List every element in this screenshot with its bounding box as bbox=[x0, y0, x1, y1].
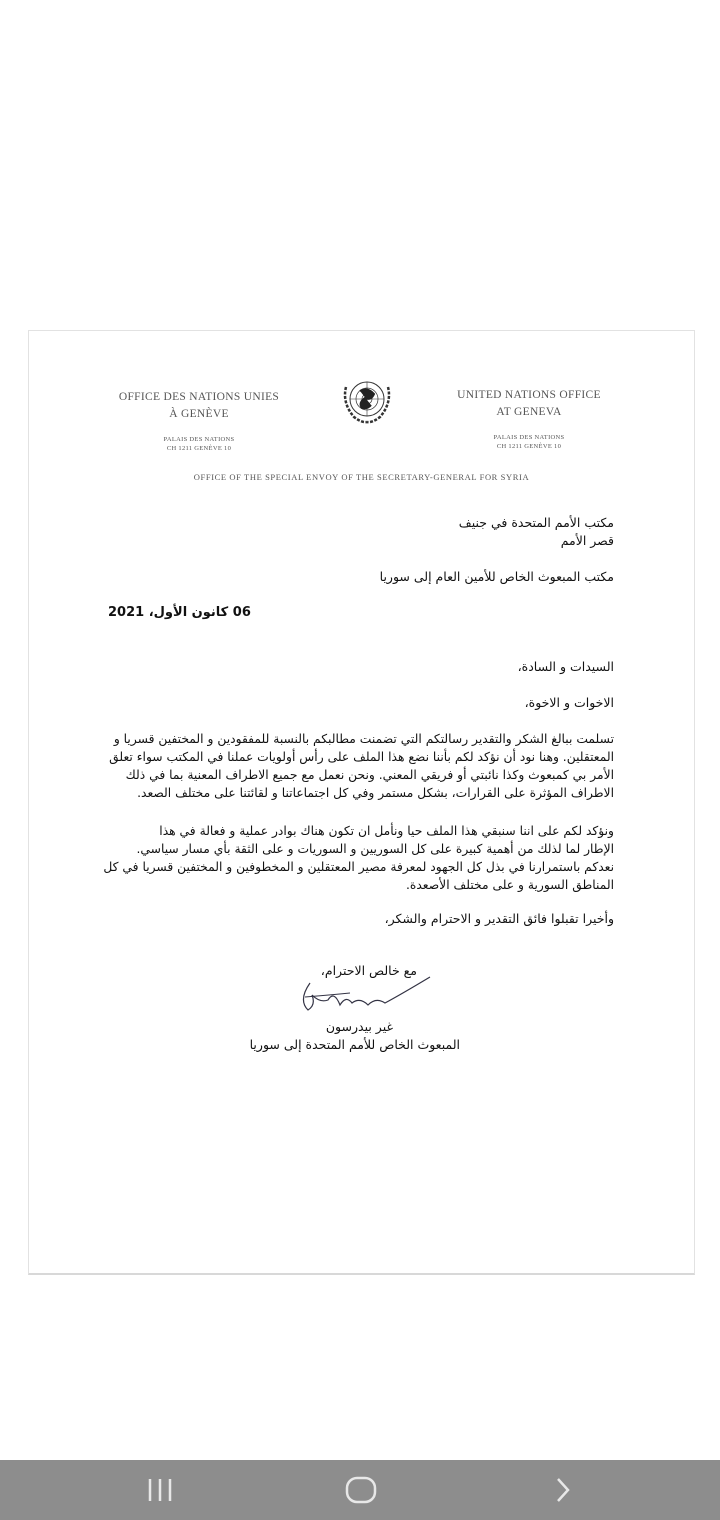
regards: مع خالص الاحترام، bbox=[320, 963, 417, 978]
home-button[interactable] bbox=[321, 1460, 401, 1520]
paragraph-1-line: الاطراف المؤثرة على القرارات، بشكل مستمر وفي كل اجتماعاتنا و لقائتنا على مختلف الصعد. bbox=[137, 786, 614, 800]
letter-page bbox=[28, 330, 695, 1275]
left-title-line1: OFFICE DES NATIONS UNIES bbox=[118, 391, 280, 403]
letterhead-left bbox=[99, 389, 299, 453]
salutation-2: الاخوات و الاخوة، bbox=[524, 695, 614, 710]
sender-office: مكتب المبعوث الخاص للأمين العام إلى سوريا bbox=[379, 569, 614, 584]
salutation-1: السيدات و السادة، bbox=[517, 659, 614, 674]
paragraph-2 bbox=[104, 822, 614, 894]
envoy-office-title: OFFICE OF THE SPECIAL ENVOY OF THE SECRETARY-GENERAL FOR SYRIA bbox=[193, 472, 530, 482]
recents-icon bbox=[145, 1477, 175, 1503]
signer-title: المبعوث الخاص للأمم المتحدة إلى سوريا bbox=[249, 1037, 460, 1052]
android-navigation-bar bbox=[0, 1460, 720, 1520]
sender-line-2: قصر الأمم bbox=[560, 533, 614, 548]
paragraph-1-line: المعتقلين. وهنا نود أن نؤكد لكم بأننا نضع هذا الملف على رأس أولويات عملنا في المكتب سواء تعلق bbox=[109, 750, 614, 764]
letterhead-right bbox=[429, 387, 629, 451]
un-emblem-icon bbox=[338, 375, 396, 427]
closing: وأخيرا تقبلوا فائق التقدير و الاحترام والشكر، bbox=[384, 911, 614, 926]
right-title-line2: AT GENEVA bbox=[496, 406, 562, 418]
left-address-line1: PALAIS DES NATIONS bbox=[163, 436, 235, 443]
paragraph-2-line: نعدكم باستمرارنا في بذل كل الجهود لمعرفة مصير المعتقلين و المخطوفين و المختفين قسريا في كل bbox=[103, 860, 614, 874]
paragraph-2-line: المناطق السورية و على مختلف الأصعدة. bbox=[406, 878, 614, 892]
right-title-line1: UNITED NATIONS OFFICE bbox=[457, 389, 601, 401]
sender-line-1: مكتب الأمم المتحدة في جنيف bbox=[458, 515, 614, 530]
paragraph-2-line: الإطار لما لذلك من أهمية كبيرة على كل السوريين و السوريات و على الثقة بأي مسار سياسي. bbox=[136, 842, 614, 856]
left-address-line2: CH 1211 GENÈVE 10 bbox=[166, 445, 232, 452]
letter-date: 06 كانون الأول، 2021 bbox=[108, 605, 251, 620]
paragraph-2-line: ونؤكد لكم على اننا سنبقي هذا الملف حيا ونأمل ان تكون هناك بوادر عملية و فعالة في هذا bbox=[159, 824, 614, 838]
back-button[interactable] bbox=[523, 1460, 603, 1520]
left-title-line2: À GENÈVE bbox=[169, 408, 229, 420]
home-icon bbox=[344, 1475, 378, 1505]
paragraph-1 bbox=[104, 730, 614, 802]
signature bbox=[290, 975, 435, 1020]
right-address-line2: CH 1211 GENÈVE 10 bbox=[496, 443, 562, 450]
recents-button[interactable] bbox=[120, 1460, 200, 1520]
paragraph-1-line: الأمر بي كمبعوث وكذا نائبتي أو فريقي المعني. ونحن نعمل مع جميع الاطراف المعنية بما في ذلك bbox=[125, 768, 614, 782]
signer-name: غير بيدرسون bbox=[325, 1019, 393, 1034]
paragraph-1-line: تسلمت ببالغ الشكر والتقدير رسالتكم التي تضمنت مطالبكم بالنسبة للمفقودين و المختفين قسريا و bbox=[113, 732, 614, 746]
back-icon bbox=[553, 1476, 573, 1504]
right-address-line1: PALAIS DES NATIONS bbox=[493, 434, 565, 441]
